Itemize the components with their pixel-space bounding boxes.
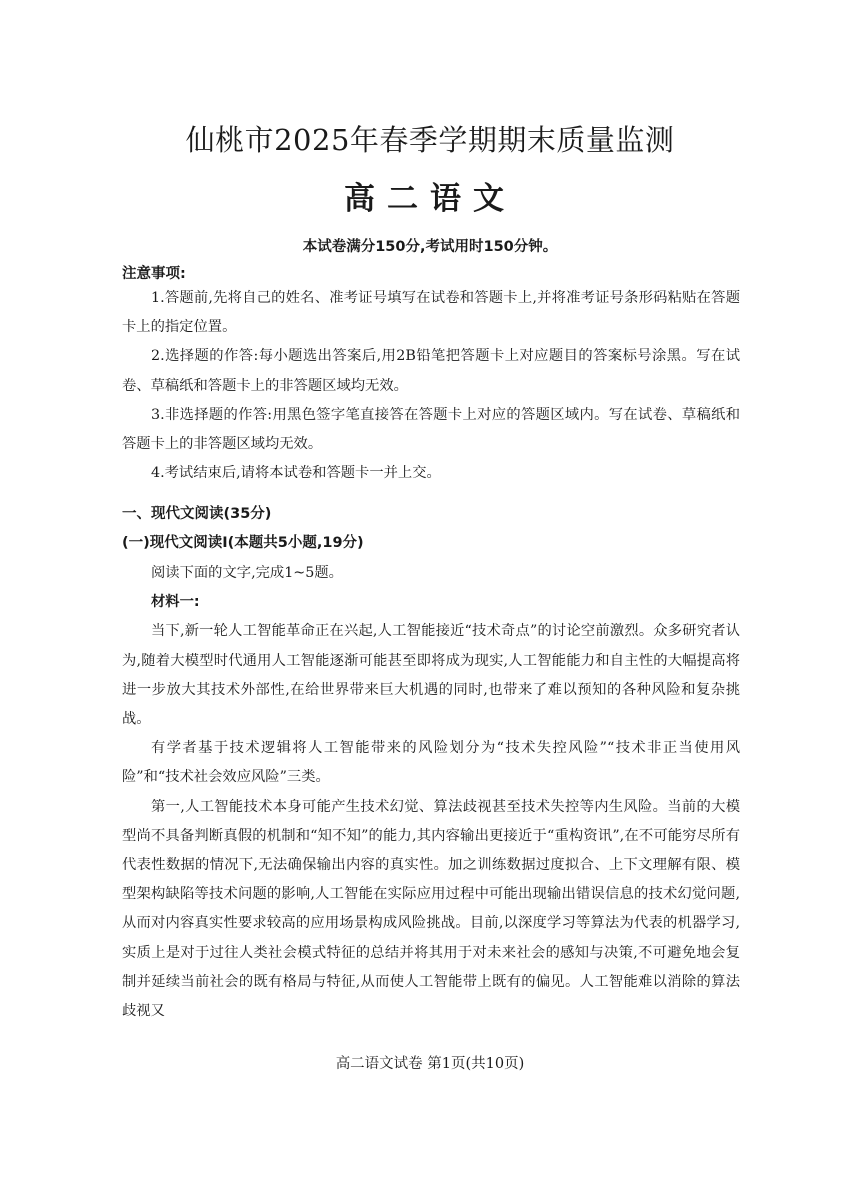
notice-item: 4.考试结束后,请将本试卷和答题卡一并上交。 [151,465,441,482]
notice-item: 2.选择题的作答:每小题选出答案后,用2B铅笔把答题卡上对应题目的答案标号涂黑。写在试卷、草稿纸和答题卡上的非答题区域均无效。 [122,348,740,394]
section-heading: 一、现代文阅读(35分) [122,506,272,522]
reading-passage [122,559,740,1026]
notice-item: 3.非选择题的作答:用黑色签字笔直接答在答题卡上对应的答题区域内。写在试卷、草稿纸和答题卡上的非答题区域均无效。 [122,406,740,453]
reading-instruction: 阅读下面的文字,完成1~5题。 [151,565,343,581]
page-footer: 高二语文试卷 第1页(共10页) [335,1056,525,1072]
subject-title: 高二语文 [344,181,516,217]
notice-item: 1.答题前,先将自己的姓名、准考证号填写在试卷和答题卡上,并将准考证号条形码粘贴在答题卡上的指定位置。 [122,290,740,336]
passage-paragraph: 当下,新一轮人工智能革命正在兴起,人工智能接近“技术奇点”的讨论空前激烈。众多研究者认为,随着大模型时代通用人工智能逐渐可能甚至即将成为现实,人工智能能力和自主性的大幅提高将进一步放大其技术外部性,在给世界带来巨大机遇的同时,也带来了难以预知的各种风险和复杂挑战。 [122,623,740,728]
passage-paragraph: 第一,人工智能技术本身可能产生技术幻觉、算法歧视甚至技术失控等内生风险。当前的大模型尚不具备判断真假的机制和“知不知”的能力,其内容输出更接近于“重构资讯”,在不可能穷尽所有代表性数据的情况下,无法确保输出内容的真实性。加之训练数据过度拟合、上下文理解有限、模型架构缺陷等技术问题的影响,人工智能在实际应用过程中可能出现输出错误信息的技术幻觉问题,从而对内容真实性要求较高的应用场景构成风险挑战。目前,以深度学习等算法为代表的机器学习,实质上是对于过往人类社会模式特征的总结并将其用于对未来社会的感知与决策,不可避免地会复制并延续当前社会的既有格局与特征,从而使人工智能带上既有的偏见。人工智能难以消除的算法歧视又 [122,798,740,1020]
notice-heading: 注意事项: [122,266,186,282]
material-label: 材料一: [151,594,200,611]
score-note: 本试卷满分150分,考试用时150分钟。 [302,239,558,255]
passage-paragraph: 有学者基于技术逻辑将人工智能带来的风险划分为“技术失控风险”“技术非正当使用风险”和“技术社会效应风险”三类。 [122,740,740,786]
subsection-heading: (一)现代文阅读Ⅰ(本题共5小题,19分) [122,535,364,551]
notice-list [122,284,740,488]
exam-title: 仙桃市2025年春季学期期末质量监测 [185,123,675,157]
